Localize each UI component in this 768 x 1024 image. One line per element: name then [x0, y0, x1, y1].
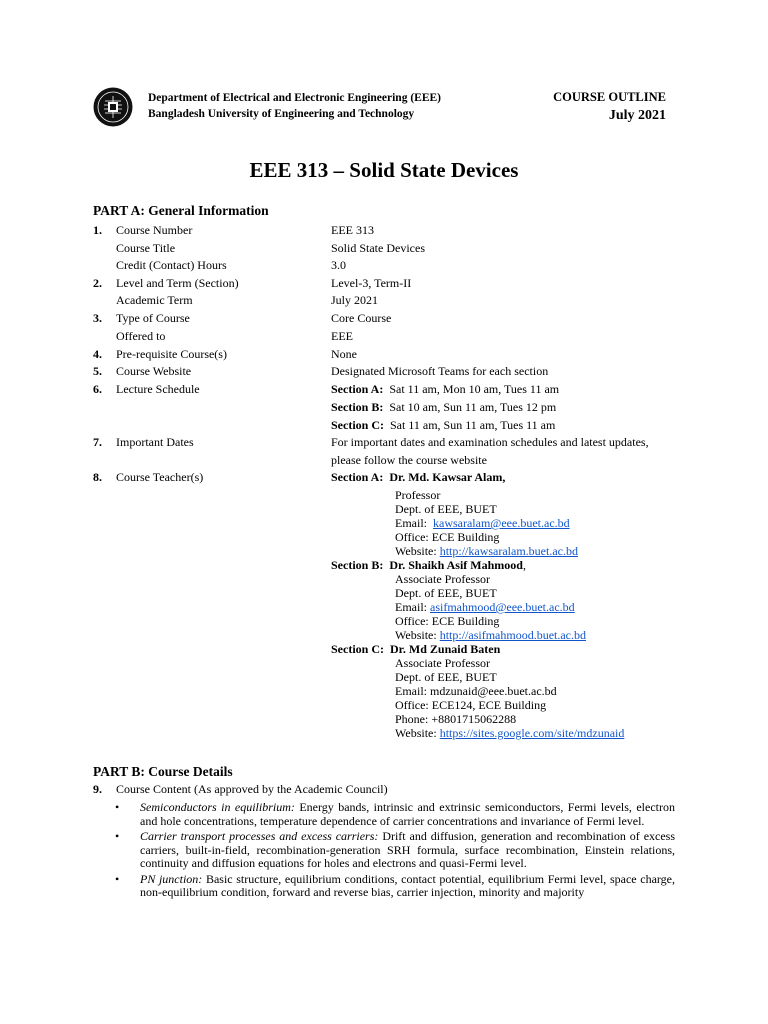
- teacher-a-office: Office: ECE Building: [395, 530, 500, 544]
- teacher-a-web-row: Website: http://kawsaralam.buet.ac.bd: [395, 544, 578, 558]
- field-label: Credit (Contact) Hours: [116, 258, 227, 272]
- document-type: COURSE OUTLINE: [553, 90, 666, 104]
- teacher-c-phone: Phone: +8801715062288: [395, 712, 517, 726]
- teacher-a-header: Section A: Dr. Md. Kawsar Alam,: [331, 470, 506, 484]
- field-label: Course Title: [116, 241, 176, 255]
- teacher-a-title: Professor: [395, 488, 441, 502]
- item-number: 2.: [93, 276, 102, 290]
- outline-block: [553, 90, 666, 124]
- university-name: Bangladesh University of Engineering and Technology: [148, 108, 415, 120]
- item-number: 8.: [93, 470, 102, 484]
- item-number: 1.: [93, 223, 102, 237]
- list-item: • PN junction: Basic structure, equilibrium conditions, contact potential, equilibrium Fermi level, space charge, non-equilibrium condition, forward and reverse bias, carrier injection, minority and majority: [115, 873, 675, 900]
- field-label: Offered to: [116, 329, 166, 343]
- field-value: Level-3, Term-II: [331, 276, 412, 290]
- teacher-b-email-row: Email: asifmahmood@eee.buet.ac.bd: [395, 600, 575, 614]
- teacher-c-header: Section C: Dr. Md Zunaid Baten: [331, 642, 501, 656]
- document-date: July 2021: [608, 108, 666, 123]
- teacher-c-email: Email: mdzunaid@eee.buet.ac.bd: [395, 684, 557, 698]
- teacher-c-website-link[interactable]: https://sites.google.com/site/mdzunaid: [439, 726, 625, 740]
- dates-line: please follow the course website: [331, 453, 487, 467]
- teacher-c-dept: Dept. of EEE, BUET: [395, 670, 497, 684]
- teacher-b-dept: Dept. of EEE, BUET: [395, 586, 497, 600]
- teacher-b-office: Office: ECE Building: [395, 614, 500, 628]
- part-b-heading: PART B: Course Details: [93, 764, 233, 779]
- field-value: EEE: [331, 329, 353, 343]
- field-value: Core Course: [331, 311, 392, 325]
- item-number: 5.: [93, 364, 102, 378]
- part-a-heading: PART A: General Information: [93, 203, 269, 218]
- field-value: July 2021: [331, 293, 379, 307]
- department-block: [148, 90, 441, 122]
- field-label: Important Dates: [116, 435, 194, 449]
- teacher-b-title: Associate Professor: [395, 572, 490, 586]
- field-value: 3.0: [331, 258, 346, 272]
- teacher-a-website-link[interactable]: http://kawsaralam.buet.ac.bd: [439, 544, 578, 558]
- schedule-section-c: Section C: Sat 11 am, Sun 11 am, Tues 11 am: [331, 418, 556, 432]
- teacher-a-email-row: Email: kawsaralam@eee.buet.ac.bd: [395, 516, 570, 530]
- field-label: Level and Term (Section): [116, 276, 239, 290]
- field-label: Course Number: [116, 223, 193, 237]
- teacher-b-web-row: Website: http://asifmahmood.buet.ac.bd: [395, 628, 587, 642]
- field-value: Designated Microsoft Teams for each section: [331, 364, 549, 378]
- field-label: Academic Term: [116, 293, 193, 307]
- course-content-label: Course Content (As approved by the Academic Council): [116, 782, 388, 796]
- list-item: • Carrier transport processes and excess carriers: Drift and diffusion, generation and recombination of excess carriers, built-in-field, recombination-generation SRH formula, surface recombination, Einstein relations, continuity and diffusion equations for holes and electrons and quasi-Fermi level.: [115, 830, 675, 871]
- teacher-c-web-row: Website: https://sites.google.com/site/mdzunaid: [395, 726, 625, 740]
- item-number: 3.: [93, 311, 102, 325]
- field-label: Pre-requisite Course(s): [116, 347, 227, 361]
- teacher-a-email-link[interactable]: kawsaralam@eee.buet.ac.bd: [433, 516, 570, 530]
- field-value: Solid State Devices: [331, 241, 425, 255]
- item-number: 9.: [93, 782, 102, 796]
- department-name: Department of Electrical and Electronic Engineering (EEE): [148, 92, 441, 104]
- field-label: Type of Course: [116, 311, 190, 325]
- teacher-c-title: Associate Professor: [395, 656, 490, 670]
- teacher-b-header: Section B: Dr. Shaikh Asif Mahmood,: [331, 558, 526, 572]
- field-label: Lecture Schedule: [116, 382, 200, 396]
- dates-line: For important dates and examination schedules and latest updates,: [331, 435, 649, 449]
- item-number: 4.: [93, 347, 102, 361]
- field-label: Course Website: [116, 364, 192, 378]
- teacher-b-email-link[interactable]: asifmahmood@eee.buet.ac.bd: [430, 600, 575, 614]
- field-label: Course Teacher(s): [116, 470, 204, 484]
- course-title-heading: EEE 313 – Solid State Devices: [249, 158, 519, 182]
- field-value: None: [331, 347, 357, 361]
- schedule-section-a: Section A: Sat 11 am, Mon 10 am, Tues 11 am: [331, 382, 560, 396]
- teacher-b-website-link[interactable]: http://asifmahmood.buet.ac.bd: [439, 628, 587, 642]
- list-item: • Semiconductors in equilibrium: Energy bands, intrinsic and extrinsic semiconductors, Fermi levels, electron and hole concentrations, temperature dependence of carrier concentrations and invariance of Fermi level.: [115, 801, 675, 828]
- item-number: 7.: [93, 435, 102, 449]
- field-value: EEE 313: [331, 223, 374, 237]
- teacher-a-dept: Dept. of EEE, BUET: [395, 502, 497, 516]
- teacher-c-office: Office: ECE124, ECE Building: [395, 698, 547, 712]
- course-content-list: [115, 801, 675, 902]
- item-number: 6.: [93, 382, 102, 396]
- schedule-section-b: Section B: Sat 10 am, Sun 11 am, Tues 12 pm: [331, 400, 557, 414]
- university-logo: [93, 87, 133, 127]
